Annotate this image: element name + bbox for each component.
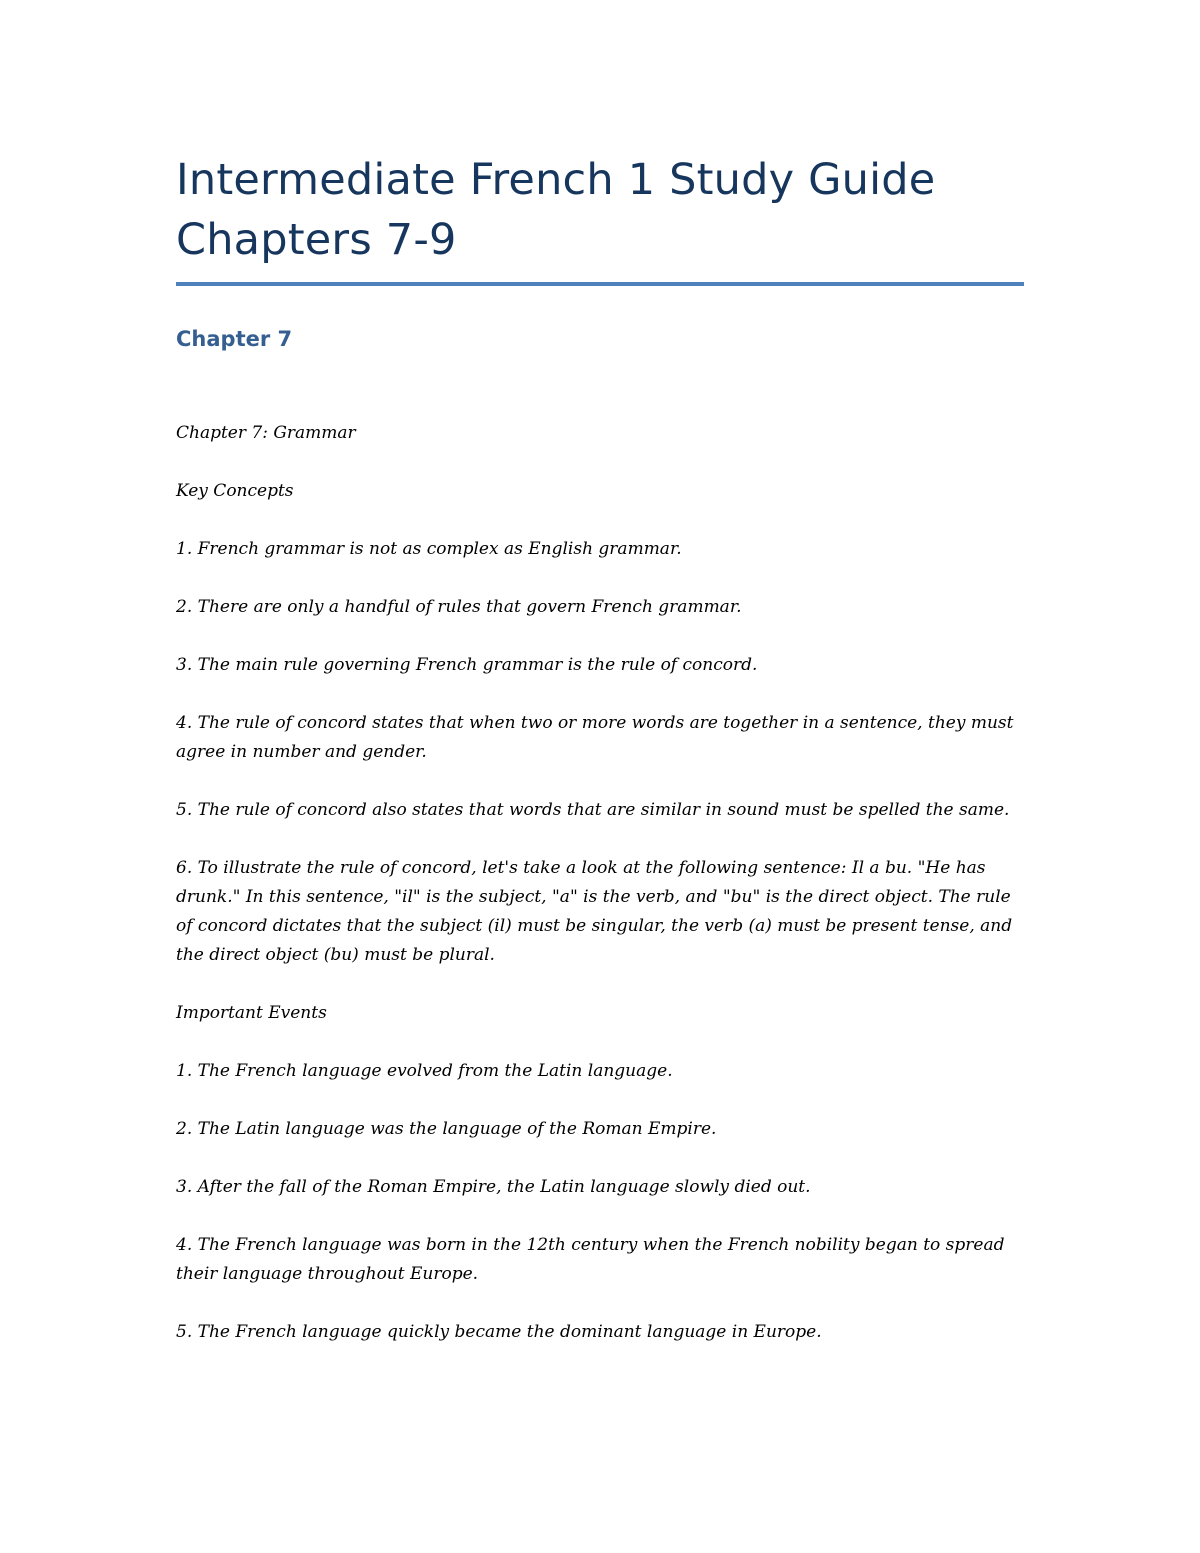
title-underline-rule (176, 282, 1024, 286)
important-event-item: 4. The French language was born in the 12th century when the French nobility began to spread their language throughout Europe. (176, 1235, 1005, 1284)
important-event-item: 5. The French language quickly became the dominant language in Europe. (176, 1322, 822, 1342)
important-event-item: 3. After the fall of the Roman Empire, the Latin language slowly died out. (176, 1177, 811, 1197)
key-concept-item: 3. The main rule governing French grammar is the rule of concord. (176, 655, 758, 675)
important-event-item: 1. The French language evolved from the Latin language. (176, 1061, 673, 1081)
title-line-1: Intermediate French 1 Study Guide (176, 155, 936, 205)
title-line-2: Chapters 7-9 (176, 215, 457, 265)
important-event-item: 2. The Latin language was the language of the Roman Empire. (176, 1119, 717, 1139)
key-concept-item: 1. French grammar is not as complex as English grammar. (176, 539, 682, 559)
document-title (176, 150, 1024, 270)
key-concept-item: 2. There are only a handful of rules that govern French grammar. (176, 597, 742, 617)
key-concepts-heading: Key Concepts (176, 481, 294, 501)
key-concept-item: 5. The rule of concord also states that words that are similar in sound must be spelled the same. (176, 800, 1010, 820)
section-title: Chapter 7: Grammar (176, 423, 356, 443)
page-content (176, 150, 1024, 1342)
important-events-heading: Important Events (176, 1003, 327, 1023)
body-text (176, 419, 1024, 1376)
key-concept-item: 6. To illustrate the rule of concord, let's take a look at the following sentence: Il a bu. "He has drunk." In this sentence, "il" is the subject, "a" is the verb, and "bu" is the direct object. The rule of concord dictates that the subject (il) must be singular, the verb (a) must be present tense, and the direct object (bu) must be plural. (176, 858, 1013, 965)
chapter-heading: Chapter 7 (176, 327, 293, 351)
key-concept-item: 4. The rule of concord states that when two or more words are together in a sentence, they must agree in number and gender. (176, 713, 1014, 762)
